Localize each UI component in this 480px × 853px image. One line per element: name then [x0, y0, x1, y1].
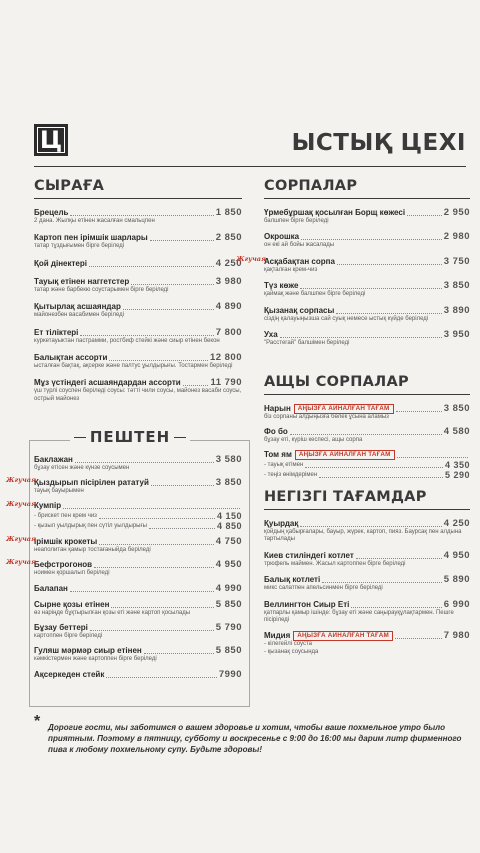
menu-item: [34, 583, 242, 594]
menu-item-name: Қытырлақ асшаяндар: [34, 302, 121, 312]
menu-item-description: "Расстегай" балшімен беріледі: [264, 340, 350, 347]
dotted-leader: [99, 543, 213, 545]
menu-item-name: Үрмебұршақ қосылған Борщ көжесі: [264, 208, 406, 217]
menu-item-row: [34, 377, 242, 388]
menu-item-price: 11 790: [210, 377, 242, 389]
menu-item: [6, 476, 242, 495]
menu-item-price: 5 850: [215, 645, 242, 657]
menu-item-name: Түз көже: [264, 281, 299, 291]
menu-item: [6, 558, 242, 577]
menu-item-variant: [264, 470, 470, 480]
menu-item-description: татар және барбекю соустарымен бірге беріледі: [34, 286, 169, 293]
menu-item-row: [34, 477, 242, 488]
menu-item-name: Нарын: [264, 404, 291, 413]
menu-item-name: Балықтан ассорти: [34, 353, 108, 363]
variant-price: 4 850: [216, 520, 242, 531]
menu-item-price: 4 750: [215, 535, 242, 547]
menu-item-row: [34, 559, 242, 570]
menu-item-price: 6 990: [443, 598, 470, 610]
menu-item-name: Ірімшік крокеты: [34, 536, 98, 546]
menu-item-description: өз наріңде бұқтырылған қозы еті және картоп қосылады: [34, 609, 191, 616]
menu-item-description: тауық бауырымен: [34, 488, 84, 495]
menu-item-row: [264, 329, 470, 340]
section-title: АЩЫ СОРПАЛАР: [264, 373, 470, 395]
dotted-leader: [290, 433, 442, 435]
menu-item-description: үш түрлі соуспен беріледі соусы: тәтті чили соусы, майонез васаби соусы, острый майонез: [34, 388, 242, 402]
variant-description: - теңіз өнімдерімен: [264, 472, 318, 479]
menu-item-name: Окрошка: [264, 232, 300, 242]
variant-description: - брискет пен крем чиз: [34, 513, 97, 520]
menu-item-price: 2 850: [215, 232, 242, 244]
dotted-leader: [75, 461, 214, 463]
menu-item: [264, 231, 470, 249]
spicy-badge: Жгучая: [6, 499, 37, 508]
menu-item-description: балшпен бірге беріледі: [264, 218, 329, 224]
menu-item-description: татар тұздығымен бірге беріледі: [34, 243, 125, 250]
menu-item-price: 5 890: [443, 574, 470, 586]
legendary-dish-badge: АҢЫЗҒА АЙНАЛҒАН ТАҒАМ: [294, 404, 394, 414]
dotted-leader: [150, 239, 214, 241]
menu-item-name: Мұз үстіндегі асшаяндардан ассорти: [34, 378, 181, 388]
menu-item-row: [34, 327, 242, 338]
menu-item: [34, 352, 242, 370]
section-main-dishes: [264, 488, 470, 656]
menu-item: [34, 377, 242, 403]
menu-item: [264, 518, 470, 544]
menu-item-name: Баклажан: [34, 455, 73, 464]
menu-item-row: [264, 426, 470, 437]
dotted-leader: [351, 606, 441, 608]
menu-item: [264, 305, 470, 323]
menu-item: [264, 630, 470, 656]
menu-item: [34, 645, 242, 663]
menu-item-price: 2 980: [443, 231, 470, 243]
menu-item-name: Тауық етінен наггетстер: [34, 276, 130, 286]
menu-item-row: [34, 645, 242, 656]
menu-item-description: бұзау еті, күріш кеспесі, ащы сорпа: [264, 437, 363, 444]
menu-item-row: [34, 669, 242, 680]
menu-item-row: [264, 599, 470, 610]
dotted-leader: [63, 507, 240, 509]
menu-item: [264, 426, 470, 444]
menu-item-description: қаймақ және балшпен бірге беріледі: [264, 291, 366, 298]
menu-item-row: [34, 258, 242, 269]
restaurant-logo: Ц: [34, 124, 68, 156]
dotted-leader: [397, 456, 468, 458]
section-title: НЕГІЗГІ ТАҒАМДАР: [264, 488, 470, 510]
menu-item-row: [34, 583, 242, 594]
variant-price: 5 290: [444, 469, 470, 480]
menu-item-name: Ақсеркеден стейк: [34, 669, 105, 679]
dotted-leader: [322, 581, 442, 583]
menu-item-price: 5 850: [215, 598, 242, 610]
spicy-badge: Жгучая: [6, 558, 37, 567]
menu-item-description: 2 дана. Жылқы етінен жасалған смальцпен: [34, 218, 155, 224]
dotted-leader: [300, 525, 441, 527]
section-title: ПЕШТЕН: [70, 426, 190, 448]
menu-item-row: [264, 207, 470, 218]
spicy-badge: Жгучая: [236, 254, 267, 263]
dotted-leader: [149, 527, 215, 529]
dotted-leader: [131, 283, 213, 285]
dotted-leader: [80, 334, 213, 336]
menu-item-variant: [34, 511, 242, 521]
menu-item-description: ысталған бақтақ, ақсерке және палтус ұылдырығы. Тостармен беріледі: [34, 363, 233, 370]
menu-item-price: 5 790: [215, 622, 242, 634]
dotted-leader: [123, 308, 214, 310]
variant-price: 4 150: [216, 510, 242, 521]
menu-item: [34, 232, 242, 250]
dotted-leader: [70, 590, 214, 592]
menu-item-name: Кумпір: [34, 500, 62, 510]
variant-description: - тауық етімен: [264, 462, 304, 469]
menu-item-name: Балапан: [34, 583, 68, 593]
menu-item: [264, 329, 470, 347]
menu-item-row: [264, 280, 470, 291]
menu-item: [34, 258, 242, 269]
menu-item-row: [34, 301, 242, 312]
dotted-leader: [395, 637, 442, 639]
menu-item: [264, 599, 470, 625]
dotted-leader: [305, 466, 443, 468]
menu-item: [6, 534, 242, 554]
menu-item-description: майонезбен васабимен беріледі: [34, 312, 124, 319]
menu-item-price: 12 800: [209, 352, 242, 364]
menu-item-price: 3 580: [215, 454, 242, 465]
menu-item-row: [34, 352, 242, 363]
menu-item-description: қатпарлы қамыр ішінде: бұзау еті және саңырауқұлақтармен. Пешге пісіріледі: [264, 609, 454, 624]
menu-item-description: неаполитан қамыр тостағаныйда беріледі: [34, 546, 151, 553]
menu-item: [6, 499, 242, 531]
menu-item-price: 4 950: [215, 559, 242, 571]
menu-item-price: 2 950: [443, 207, 470, 218]
menu-item-name: Қыздырып пісірілен рататуй: [34, 478, 149, 488]
dotted-leader: [94, 566, 214, 568]
menu-list: [236, 207, 470, 347]
dotted-leader: [337, 263, 442, 265]
menu-item-description: картоппен бірге беріледі: [34, 633, 103, 640]
menu-list: [34, 207, 242, 403]
dotted-leader: [109, 359, 208, 361]
menu-item-price: 3 750: [443, 255, 470, 267]
footnote: Дорогие гости, мы заботимся о вашем здоровье и хотим, чтобы ваше похмельное утро было приятным. Поэтому в пятницу, субботу и воскресенье с 9:00 до 16:00 мы дарим литр фирменного пива к любому похмельному супу. Будьте здоровы!: [48, 723, 462, 754]
menu-item: [34, 622, 242, 640]
menu-item: [34, 327, 242, 345]
menu-item-row: [264, 305, 470, 316]
menu-item-description: - қызанақ соусында: [264, 648, 319, 655]
menu-item-description: - кілегейлі соуста: [264, 641, 312, 648]
menu-item-description: он екі ай бойы жасалады: [264, 242, 335, 249]
menu-item-name: Ет тіліктері: [34, 327, 79, 337]
header-divider: [34, 166, 466, 167]
dotted-leader: [183, 384, 209, 386]
menu-list: [264, 518, 470, 656]
menu-item: [236, 254, 470, 274]
menu-item-price: 4 580: [443, 426, 470, 438]
menu-item-price: 4 950: [443, 549, 470, 561]
menu-item-name: Сырне қозы етінен: [34, 599, 110, 609]
menu-item: [264, 207, 470, 225]
dotted-leader: [89, 265, 214, 267]
menu-item-row: [264, 550, 470, 561]
menu-list: [264, 403, 470, 480]
variant-description: - қызыл уылдырық пен сүтіл уылдырығы: [34, 523, 147, 530]
menu-item-row: [264, 403, 470, 414]
menu-item-name: Фо бо: [264, 427, 288, 437]
section-beer-snacks: [34, 177, 242, 403]
menu-item-price: 4 990: [215, 582, 242, 594]
menu-item-price: 4 250: [215, 257, 242, 269]
menu-item-price: 7 980: [443, 630, 470, 642]
menu-item-name: Асқабақтан сорпа: [264, 256, 335, 266]
menu-item-name: Гуляш мәрмәр сиыр етінен: [34, 646, 142, 656]
menu-item-description: трюфель маймен. Жасыл картоппен бірге беріледі: [264, 560, 406, 567]
menu-item-row: [264, 574, 470, 585]
menu-item-name: Уха: [264, 330, 278, 340]
menu-item-description: микс салатпен апельсинмен бірге беріледі: [264, 585, 383, 592]
dotted-leader: [144, 652, 214, 654]
menu-item-description: қойдың қабырғалары, бауыр, жүрек, картоп, пияз. Баурсақ пен алдына тартылады: [264, 529, 462, 543]
menu-item-row: [264, 518, 470, 529]
menu-item-row: [264, 450, 470, 460]
menu-item-price: 3 850: [443, 403, 470, 414]
section-title: СЫРАҒА: [34, 177, 242, 199]
menu-item-name: Балық котлеті: [264, 575, 321, 585]
menu-item-name: Брецель: [34, 208, 69, 217]
menu-item-name: Қой дінектері: [34, 258, 87, 268]
menu-item-description: сіздің қалауыңызша сай суық немесе ыстық күйде беріледі: [264, 315, 429, 322]
menu-item-price: 3 850: [443, 280, 470, 292]
menu-item-description: қақталған крем-чиз: [264, 266, 318, 273]
menu-item-row: [34, 622, 242, 633]
menu-item-row: [34, 454, 242, 465]
dotted-leader: [280, 336, 442, 338]
menu-item-description: біз сорпаны алдыңызға бөлек ұсына аламыз: [264, 414, 389, 420]
dotted-leader: [336, 312, 441, 314]
menu-item-row: [264, 630, 470, 641]
section-title: СОРПАЛАР: [264, 177, 470, 199]
dotted-leader: [111, 606, 213, 608]
menu-item: [264, 450, 470, 480]
menu-item-row: [34, 536, 242, 547]
menu-item: [34, 207, 242, 225]
legendary-dish-badge: АҢЫЗҒА АЙНАЛҒАН ТАҒАМ: [295, 450, 395, 460]
menu-item-name: Қызанақ сорпасы: [264, 305, 335, 315]
menu-item-description: кәмкістермен және картоппен бірге беріледі: [34, 656, 157, 663]
menu-item-name: Бұзау беттері: [34, 623, 88, 633]
spicy-badge: Жгучая: [6, 476, 37, 485]
dotted-leader: [106, 676, 217, 678]
menu-item-name: Мидия: [264, 631, 291, 641]
dotted-leader: [356, 557, 442, 559]
dotted-leader: [301, 238, 442, 240]
menu-item: [34, 276, 242, 294]
page-title: ЫСТЫҚ ЦЕХІ: [291, 130, 466, 156]
menu-item-name: Бефстрогонов: [34, 560, 93, 570]
menu-item-row: [34, 232, 242, 243]
menu-item-price: 4 890: [215, 301, 242, 313]
menu-item: [264, 550, 470, 568]
menu-item-variant: [34, 521, 242, 531]
menu-item-row: [34, 501, 242, 511]
menu-item: [34, 301, 242, 319]
menu-item-description: куркетауыктан пастрамми, ростбиф стейкі және сиыр етінен бекон: [34, 337, 220, 344]
menu-item-row: [264, 256, 470, 267]
menu-item-price: 1 850: [215, 207, 242, 218]
menu-item-price: 3 890: [443, 304, 470, 316]
menu-item-name: Веллингтон Сиыр Еті: [264, 599, 350, 609]
spicy-badge: Жгучая: [6, 534, 37, 543]
dotted-leader: [99, 517, 215, 519]
menu-item: [34, 669, 242, 680]
menu-item-price: 3 980: [215, 275, 242, 287]
menu-item-variant: [264, 460, 470, 470]
menu-item-row: [34, 599, 242, 610]
asterisk-icon: *: [34, 713, 41, 730]
menu-item: [264, 280, 470, 298]
menu-list: [6, 454, 242, 680]
dotted-leader: [407, 214, 442, 216]
menu-item: [34, 599, 242, 617]
menu-item-price: 7 800: [215, 326, 242, 338]
section-spicy-soups: [264, 373, 470, 480]
menu-item: [34, 454, 242, 472]
dotted-leader: [90, 629, 214, 631]
menu-item: [264, 403, 470, 421]
menu-item-name: Картоп пен ірімшік шарлары: [34, 233, 148, 243]
dotted-leader: [396, 410, 442, 412]
variant-price: 4 350: [444, 459, 470, 470]
menu-item-name: Қуырдақ: [264, 519, 299, 528]
dotted-leader: [300, 287, 441, 289]
menu-item-price: 3 850: [215, 477, 242, 489]
menu-item: [264, 574, 470, 592]
menu-item-price: 4 250: [443, 518, 470, 529]
dotted-leader: [319, 476, 443, 478]
menu-item-row: [34, 207, 242, 218]
menu-item-description: бұзау етісен және күнзе соусымен: [34, 465, 130, 471]
menu-item-price: 7990: [218, 668, 242, 680]
menu-item-price: 3 950: [443, 329, 470, 341]
dotted-leader: [70, 214, 213, 216]
dotted-leader: [151, 484, 214, 486]
menu-item-description: ноимен қоршалып беріледі: [34, 570, 110, 577]
legendary-dish-badge: АҢЫЗҒА АЙНАЛҒАН ТАҒАМ: [293, 631, 393, 641]
section-oven: [6, 454, 242, 680]
menu-item-name: Киев стиліндегі котлет: [264, 550, 354, 560]
menu-item-row: [34, 276, 242, 287]
menu-item-name: Том ям: [264, 449, 292, 459]
menu-item-row: [264, 231, 470, 242]
section-soups: [236, 177, 470, 347]
